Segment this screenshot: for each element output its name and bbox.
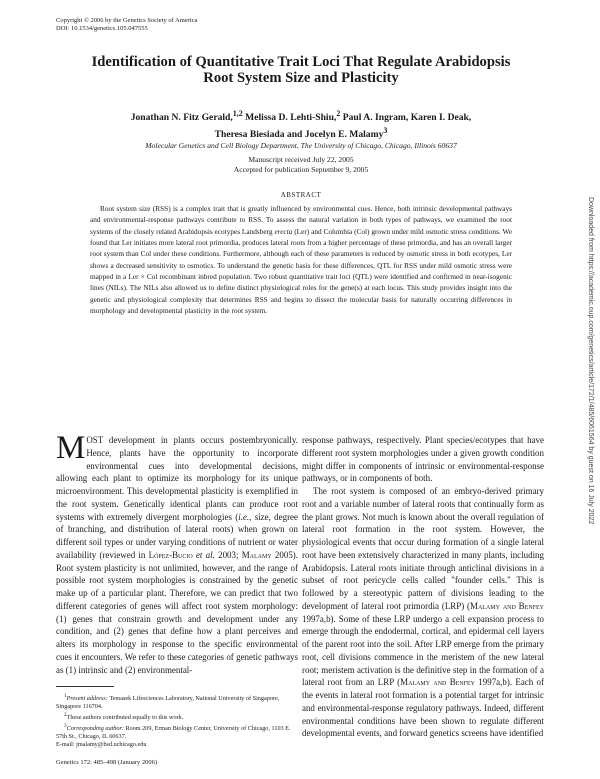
body-text: 2005). Root system plasticity is not unlimited, however, and the range of possible root system morphologies is constrained by the genetic make up of a particular plant. Therefore, we can predict that two different categories of genes will affect root system morphology: (1) genes that constrain growth and development under any condition, and (2) genes that define how a plant perceives and alters its morphology in response to the specific environmental cues it encounters. We refer to these categories of genetic pathways as (1) intrinsic and (2) environmental- xyxy=(56,549,299,675)
footnote-email[interactable]: E-mail: jmalamy@bsd.uchicago.edu xyxy=(56,741,147,749)
accepted-date: Accepted for publication September 9, 2005 xyxy=(233,165,369,174)
manuscript-dates xyxy=(60,155,542,175)
footnote-marker: 2 xyxy=(64,712,67,719)
copyright-block xyxy=(56,17,197,33)
author-list xyxy=(60,107,542,141)
footnote-text: These authors contributed equally to this work. xyxy=(66,714,184,722)
body-text: 2003; xyxy=(214,549,242,560)
author-line-2 xyxy=(60,124,542,141)
footnote-marker: 3 xyxy=(64,723,67,730)
body-italic: et al. xyxy=(195,549,215,560)
body-paragraph: response pathways, respectively. Plant species/ecotypes that have different root system morphologies under a given growth condition might differ in components of intrinsic or environmental-response pathways, or in components of both. xyxy=(302,435,544,484)
author-line-1 xyxy=(60,107,542,124)
body-text: , size, degree of branching, and distribution of lateral roots) when grown on different soil types or under varying conditions of nutrient or water availability (reviewed in xyxy=(56,511,298,560)
doi-line: DOI: 10.1534/genetics.105.047555 xyxy=(56,25,148,32)
footnote-rule xyxy=(56,686,114,687)
abstract-heading: ABSTRACT xyxy=(280,191,322,199)
footnote-label: Present address: xyxy=(66,695,108,703)
author-sup: 3 xyxy=(383,126,388,136)
author-sup: 2 xyxy=(336,109,341,118)
body-italic: i.e. xyxy=(238,511,250,522)
citation-author: Malamy xyxy=(241,549,272,560)
affiliation: Molecular Genetics and Cell Biology Department, The University of Chicago, Chicago, Illinois 60637 xyxy=(145,141,457,150)
author-sup: 1,2 xyxy=(232,109,243,118)
abstract-body xyxy=(90,203,512,316)
body-text: 1997a,b). Some of these LRP undergo a cell expansion process to emerge through the endodermal, cortical, and epidermal cell layers of the parent root into the soil. After LRP emerge from the primary root, cell divisions commence in the meristem of the new lateral root; meristem activation is the definitive step in the formation of a lateral root from an LRP ( xyxy=(302,613,544,688)
abstract-text: (Ler) and Columbia (Col) grown under mild osmotic stress conditions. We found that Ler initiates more lateral root primordia, produces lateral roots from a higher percentage of these primordia, and has an overall larger root system than Col under these conditions. Furthermore, although each of these parameters is reduced by osmotic stress in both ecotypes, Ler shows a decreased sensitivity to osmotics. To understand the genetic basis for these differences, QTL for RSS under mild osmotic stress were mapped in a Ler × Col recombinant inbred population. Two robust quantitative trait loci (QTL) were identified and confirmed in near-isogenic lines (NILs). The NILs also allowed us to define distinct physiological roles for the gene(s) at each locus. This study provides insight into the genetic and physiological complexity that determines RSS and begins to dissect the molecular basis for naturally occurring differences in morphology and developmental plasticity in the root system. xyxy=(90,226,512,316)
copyright-line: Copyright © 2006 by the Genetics Society of America xyxy=(56,17,198,24)
title-line-1: Identification of Quantitative Trait Loci That Regulate Arabidopsis xyxy=(91,54,511,70)
intro-paragraph xyxy=(56,430,299,676)
citation-author: Malamy and Benfey xyxy=(400,677,475,688)
citation-author: Malamy and Benfey xyxy=(470,600,544,611)
body-column-left xyxy=(56,430,299,676)
journal-footer: Genetics 172: 485–498 (January 2006) xyxy=(56,759,158,766)
author-text: Theresa Biesiada and Jocelyn E. Malamy xyxy=(214,129,384,141)
body-text: 1997a,b). Each of the events in lateral root formation is a potential target for intrinsic and environmental-response regulatory pathways. Indeed, different environmental conditions have been shown to regulate different developmental events, and forward genetics screens have identified xyxy=(302,677,544,739)
citation-author: López-Bucio xyxy=(148,549,193,560)
paper-title xyxy=(60,54,542,86)
title-line-2: Root System Size and Plasticity xyxy=(203,70,399,86)
drop-cap: M xyxy=(56,430,86,466)
footnote-text: Temasek Lifesciences Laboratory, National University of Singapore, Singapore 116704. xyxy=(56,695,280,711)
footnotes xyxy=(56,692,298,749)
author-text: Jonathan N. Fitz Gerald, xyxy=(130,112,233,124)
author-text: Melissa D. Lehti-Shiu, xyxy=(242,112,337,124)
footnote-1 xyxy=(56,692,298,711)
body-text: OST development in plants occurs postembryonically. Hence, plants have the opportunity to incorporate environmental cues into developmental decisions, allowing each plant to optimize its morphology for its unique microenvironment. This developmental plasticity is exemplified in the root system. Genetically identical plants can produce root systems with extremely divergent morphologies ( xyxy=(56,435,298,522)
body-column-right xyxy=(302,434,544,740)
footnote-marker: 1 xyxy=(64,693,67,699)
abstract-text: Root system size (RSS) is a complex trait that is greatly influenced by environmental cues. Hence, both intrinsic developmental pathways and environmental-response pathways contribute to RSS. To assess the natural variation in both types of pathways, we examined the root systems of the closely related Arabidopsis ecotypes Landsberg xyxy=(90,204,512,236)
received-date: Manuscript received July 22, 2005 xyxy=(248,155,354,164)
footnote-3 xyxy=(56,722,298,741)
footnote-text: Room 209, Erman Biology Center, University of Chicago, 1103 E. 57th St., Chicago, IL 60637. xyxy=(56,725,291,741)
body-text: The root system is composed of an embryo-derived primary root and a variable number of lateral roots that continually form as the plant grows. Not much is known about the overall regulation of lateral root formation in the root system. However, the physiological events that occur during formation of a single lateral root have been extensively characterized in many plants, including Arabidopsis. Lateral roots initiate through anticlinal divisions in a subset of root pericycle cells called "founder cells." This is followed by a stereotypic pattern of divisions leading to the development of lateral root primordia (LRP) ( xyxy=(302,486,544,611)
body-paragraph xyxy=(302,485,544,740)
footnote-2 xyxy=(56,711,298,722)
abstract-italic: erecta xyxy=(274,226,293,236)
footnote-label: Corresponding author: xyxy=(66,725,124,733)
author-text: Paul A. Ingram, Karen I. Deak, xyxy=(340,112,472,124)
abstract-paragraph xyxy=(90,203,512,316)
download-watermark: Downloaded from https://academic.oup.com/genetics/article/172/1/485/6061564 by guest on 16 July 2022 xyxy=(587,197,594,525)
